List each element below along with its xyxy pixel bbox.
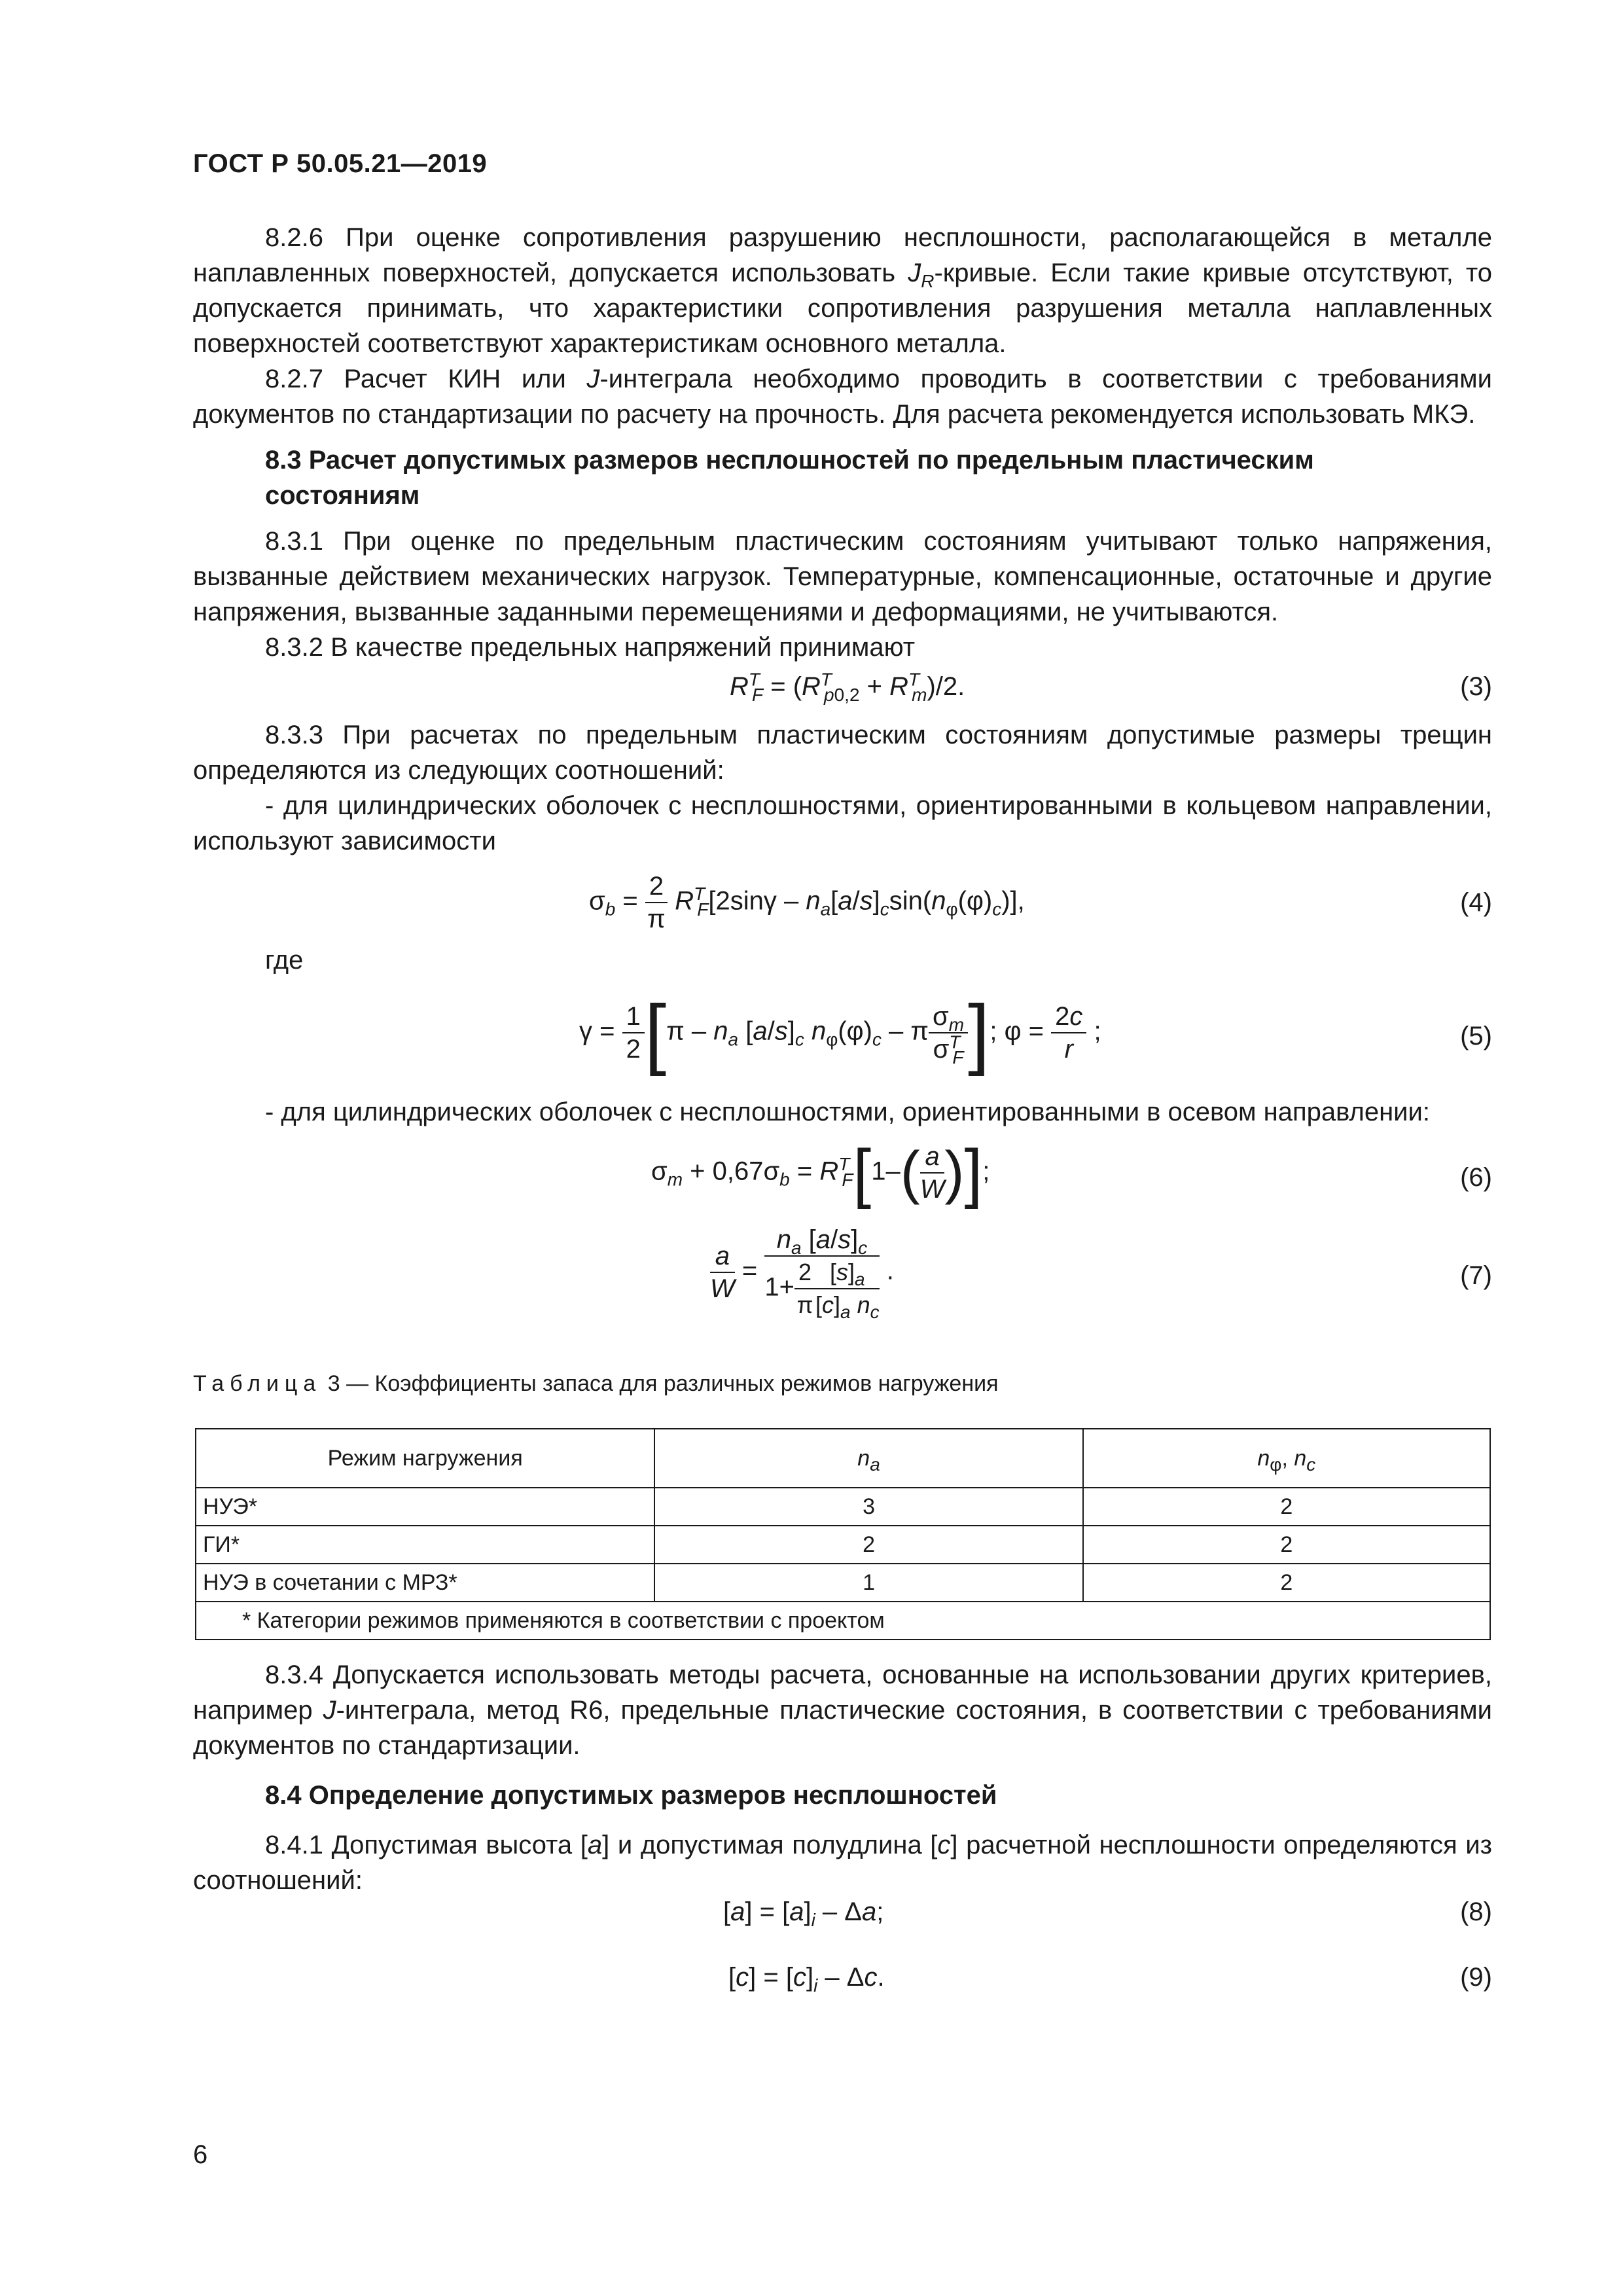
equation-5: γ = $\frac{1}{2}$ [$\pi - n_a$ $[a/s]_c$ $n_\varphi(\varphi)_c$ – π $\frac{\sigma_m}{\sigma^T_F}$ ]; φ = $\frac{2c}{r}$ ; (5) (579, 989, 1492, 1077)
equation-6: $\sigma_m + 0,67\sigma_b = R^T_F[1-$( $\frac{a}{W}$ )]; (6) (651, 1136, 1492, 1210)
table-cell-nphi: 2 (1083, 1564, 1490, 1602)
where-label: где (265, 946, 304, 975)
table-note: * Категории режимов применяются в соответствии с проектом (196, 1602, 1490, 1640)
paragraph-8-4-1: 8.4.1 Допустимая высота [a] и допустимая полудлина [c] расчетной несплошности определяются из соотношений: (193, 1831, 1492, 1895)
section-8-3-text-1 (193, 524, 1492, 665)
section-8-4-1 (193, 1827, 1492, 1898)
page-number: 6 (193, 2140, 208, 2169)
table-cell-nphi: 2 (1083, 1488, 1490, 1526)
equation-8: $[a] = [a]_i - \Delta a$; (8) (723, 1897, 1492, 1930)
table-note-row (196, 1602, 1490, 1640)
table-header-row (196, 1429, 1490, 1488)
equation-7: $\frac{a}{W}$ = $n_a$ $[a/s]_c$ 1+ $\frac{2}{\pi}$ $\frac{[s]_a}{[c]_a n_c}$ . (7) (710, 1225, 1492, 1323)
equation-9: $[c] = [c]_i - \Delta c$. (9) (728, 1963, 1492, 1996)
list-item-circumferential: - для цилиндрических оболочек с несплошностями, ориентированными в кольцевом направлении, используют зависимости (193, 791, 1492, 855)
list-item-axial: - для цилиндрических оболочек с несплошностями, ориентированными в осевом направлении: (265, 1098, 1430, 1126)
paragraph-8-3-2: 8.3.2 В качестве предельных напряжений принимают (265, 633, 916, 662)
paragraph-8-3-4: 8.3.4 Допускается использовать методы расчета, основанные на использовании других критериев, например J-интеграла, метод R6, предельные пластические состояния, в соответствии с требованиями документов по стандартизации. (193, 1660, 1492, 1760)
paragraph-8-2-7: 8.2.7 Расчет КИН или J-интеграла необходимо проводить в соответствии с требованиями документов по стандартизации по расчету на прочность. Для расчета рекомендуется использовать МКЭ. (193, 365, 1493, 429)
table-cell-mode: НУЭ в сочетании с МРЗ* (196, 1564, 654, 1602)
table-cell-nphi: 2 (1083, 1526, 1490, 1564)
section-8-3-4 (193, 1657, 1492, 1763)
paragraph-8-3-1: 8.3.1 При оценке по предельным пластическим состояниям учитывают только напряжения, вызванные действием механических нагрузок. Температурные, компенсационные, остаточные и другие напряжения, вызванные заданными перемещениями и деформациями, не учитываются. (193, 527, 1492, 626)
table-row (196, 1564, 1490, 1602)
section-8-4-heading: 8.4 Определение допустимых размеров несплошностей (265, 1781, 997, 1810)
table-header-nphi-nc: $n_\varphi$, $n_c$ (1083, 1429, 1490, 1488)
table-cell-na: 1 (654, 1564, 1082, 1602)
table-cell-na: 2 (654, 1526, 1082, 1564)
document-header: ГОСТ Р 50.05.21—2019 (193, 149, 488, 178)
table-cell-na: 3 (654, 1488, 1082, 1526)
table-cell-mode: НУЭ* (196, 1488, 654, 1526)
table-header-na: $n_a$ (654, 1429, 1082, 1488)
equation-3: $R^T_F = (R^T_{p0,2} + R^T_m)/2$. (3) (730, 669, 1492, 705)
section-8-2-text (193, 220, 1492, 432)
table-3 (195, 1428, 1491, 1640)
table-3-caption: Таблица 3 — Коэффициенты запаса для различных режимов нагружения (193, 1371, 999, 1396)
table-header-mode: Режим нагружения (196, 1429, 654, 1488)
section-8-3-heading: 8.3 Расчет допустимых размеров несплошностей по предельным пластическим состояниям (265, 446, 1314, 510)
equation-4: $\sigma_b$ = $\frac{2}{\pi}$ $R^T_F[2\sin\gamma - n_a[a/s]_c\sin(n_\varphi(\varphi)_c)]$, (4) (589, 872, 1492, 933)
table-row (196, 1488, 1490, 1526)
paragraph-8-2-6: 8.2.6 При оценке сопротивления разрушению несплошности, располагающейся в металле наплавленных поверхностей, допускается использовать $J_R$-кривые. Если такие кривые отсутствуют, то допускается принимать, что характеристики сопротивления разрушения металла наплавленных поверхностей соответствуют характеристикам основного металла. (193, 223, 1492, 358)
table-row (196, 1526, 1490, 1564)
paragraph-8-3-3: 8.3.3 При расчетах по предельным пластическим состояниям допустимые размеры трещин определяются из следующих соотношений: (193, 721, 1492, 785)
table-cell-mode: ГИ* (196, 1526, 654, 1564)
section-8-3-text-2 (193, 717, 1492, 859)
